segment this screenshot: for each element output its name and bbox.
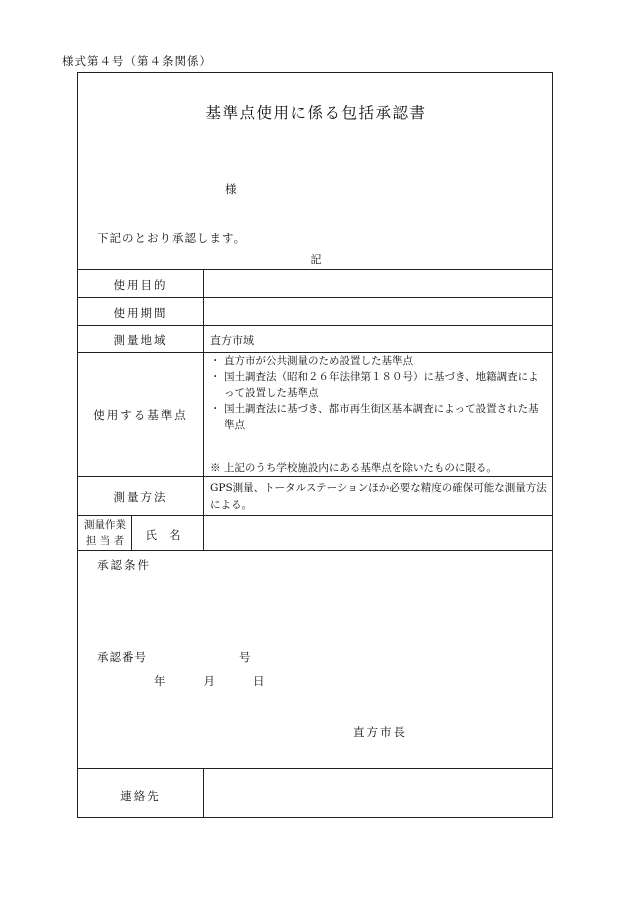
point-item-3: 国土調査法に基づき、都市再生街区基本調査によって設置された基準点 [224,403,539,431]
form-number: 様式第４号（第４条関係） [62,54,212,68]
bullet-mark: ・ [210,403,221,415]
intro-text: 下記のとおり承認します。 [97,231,247,245]
list-item [210,401,548,433]
contact-label: 連絡先 [120,789,161,803]
addressee-honorific: 様 [225,182,237,196]
column-divider [203,269,204,550]
divider [78,476,552,477]
year-label: 年 [154,674,166,688]
points-list [210,353,548,433]
month-label: 月 [203,674,215,688]
purpose-label: 使用目的 [113,278,168,292]
staff-label-line1: 測量作業 [84,519,126,531]
staff-label-line2: 担 当 者 [85,535,125,547]
point-item-2: 国土調査法（昭和２６年法律第１８０号）に基づき、地籍調査によって設置した基準点 [224,371,539,399]
bullet-mark: ・ [210,371,221,383]
name-label: 氏名 [145,528,193,542]
divider [78,515,552,516]
area-label: 測量地域 [113,333,168,347]
number-suffix: 号 [239,650,251,664]
column-divider [203,768,204,818]
ki-heading: 記 [310,253,322,266]
points-label: 使用する基準点 [93,408,188,422]
points-note: ※ 上記のうち学校施設内にある基準点を除いたものに限る。 [210,462,497,474]
divider [78,325,552,326]
day-label: 日 [253,674,265,688]
bullet-mark: ・ [210,355,221,367]
divider [78,269,552,270]
divider [78,550,552,551]
column-divider [131,515,132,550]
list-item [210,369,548,401]
mayor-signature: 直方市長 [353,725,407,739]
document-title: 基準点使用に係る包括承認書 [205,104,427,122]
conditions-label: 承認条件 [97,558,151,572]
area-value: 直方市域 [210,334,254,347]
approval-form [77,72,553,818]
staff-label [80,517,130,549]
method-label: 測量方法 [113,490,168,504]
date-line [154,673,303,689]
point-item-1: 直方市が公共測量のため設置した基準点 [224,355,413,367]
approval-number-label: 承認番号 [97,650,147,664]
period-label: 使用期間 [113,306,168,320]
divider [78,297,552,298]
list-item [210,353,548,369]
divider [78,768,552,769]
method-value: GPS測量、トータルステーションほか必要な精度の確保可能な測量方法による。 [210,482,547,511]
